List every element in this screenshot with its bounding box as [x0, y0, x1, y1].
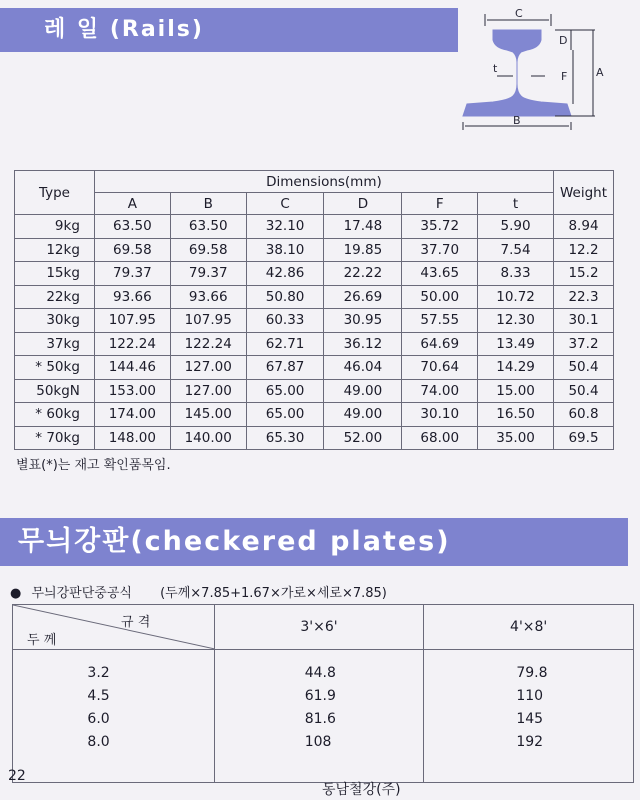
diagram-label-f: F — [561, 70, 568, 83]
cell-f: 68.00 — [402, 426, 478, 450]
cell-c: 65.30 — [246, 426, 324, 450]
cell-c: 50.80 — [246, 285, 324, 309]
cell-d: 22.22 — [324, 262, 402, 286]
cell-b: 63.50 — [170, 215, 246, 239]
cell-b: 69.58 — [170, 238, 246, 262]
cell-type: 12kg — [15, 238, 95, 262]
cell-d: 17.48 — [324, 215, 402, 239]
cell-weight: 37.2 — [554, 332, 614, 356]
cell-c: 60.33 — [246, 309, 324, 333]
cell-d: 46.04 — [324, 356, 402, 380]
cell-c: 65.00 — [246, 403, 324, 427]
table-corner-cell — [13, 605, 215, 650]
dimension-header-f: F — [402, 193, 478, 215]
cell-weight: 50.4 — [554, 356, 614, 380]
cell-d: 52.00 — [324, 426, 402, 450]
cell-a: 144.46 — [94, 356, 170, 380]
cell-c: 62.71 — [246, 332, 324, 356]
thickness-value: 3.2 — [87, 665, 110, 681]
dimension-subheaders — [15, 193, 614, 215]
cell-type: * 50kg — [15, 356, 95, 380]
table-row — [15, 238, 614, 262]
cell-t: 12.30 — [478, 309, 554, 333]
thickness-value: 6.0 — [87, 711, 110, 727]
thickness-value: 8.0 — [87, 734, 110, 750]
cell-d: 30.95 — [324, 309, 402, 333]
dimension-header-b: B — [170, 193, 246, 215]
weight-value: 44.8 — [304, 665, 336, 681]
cell-weight: 12.2 — [554, 238, 614, 262]
cell-f: 30.10 — [402, 403, 478, 427]
cell-f: 37.70 — [402, 238, 478, 262]
cell-weight: 22.3 — [554, 285, 614, 309]
weight-value: 108 — [304, 734, 332, 750]
cell-type: 9kg — [15, 215, 95, 239]
cell-b: 127.00 — [170, 356, 246, 380]
cell-weight: 30.1 — [554, 309, 614, 333]
weight-value: 145 — [516, 711, 544, 727]
table-row — [15, 403, 614, 427]
cell-t: 35.00 — [478, 426, 554, 450]
table-row — [15, 356, 614, 380]
diagram-label-c: C — [515, 7, 523, 20]
rails-section-banner — [0, 8, 458, 52]
table-row — [15, 426, 614, 450]
weights-3x6-values — [214, 650, 424, 783]
rail-profile-shape — [463, 30, 571, 116]
cell-t: 10.72 — [478, 285, 554, 309]
formula-label: 무늬강판단중공식 — [31, 586, 132, 601]
cell-c: 42.86 — [246, 262, 324, 286]
weight-value: 61.9 — [304, 688, 336, 704]
table-row — [15, 215, 614, 239]
cell-weight: 15.2 — [554, 262, 614, 286]
weight-value: 81.6 — [304, 711, 336, 727]
cell-f: 43.65 — [402, 262, 478, 286]
thickness-label: 두 께 — [27, 633, 57, 648]
weight-value: 110 — [516, 688, 544, 704]
dimension-header-c: C — [246, 193, 324, 215]
cell-d: 36.12 — [324, 332, 402, 356]
diagram-label-d: D — [559, 34, 568, 47]
cell-type: * 60kg — [15, 403, 95, 427]
weight-value: 79.8 — [516, 665, 548, 681]
cell-t: 8.33 — [478, 262, 554, 286]
cell-type: 50kgN — [15, 379, 95, 403]
weights-4x8-values — [424, 650, 634, 783]
cell-f: 64.69 — [402, 332, 478, 356]
cell-weight: 8.94 — [554, 215, 614, 239]
cell-a: 79.37 — [94, 262, 170, 286]
rails-stock-note: 별표(*)는 재고 확인품목임. — [16, 458, 171, 473]
cell-t: 16.50 — [478, 403, 554, 427]
diagram-label-t: t — [493, 62, 498, 75]
page-number: 22 — [8, 768, 26, 784]
thickness-values — [13, 650, 215, 783]
cell-d: 49.00 — [324, 403, 402, 427]
cell-f: 35.72 — [402, 215, 478, 239]
table-row — [15, 309, 614, 333]
publisher-name: 동남철강(주) — [322, 782, 401, 798]
size-header-3x6: 3'×6' — [214, 605, 424, 650]
table-row — [15, 262, 614, 286]
cell-a: 107.95 — [94, 309, 170, 333]
cell-c: 65.00 — [246, 379, 324, 403]
thickness-value: 4.5 — [87, 688, 110, 704]
dimensions-column-header: Dimensions(mm) — [94, 171, 553, 193]
weight-column-header: Weight — [554, 171, 614, 215]
cell-c: 38.10 — [246, 238, 324, 262]
table-row — [15, 285, 614, 309]
cell-t: 15.00 — [478, 379, 554, 403]
cell-weight: 69.5 — [554, 426, 614, 450]
size-header-4x8: 4'×8' — [424, 605, 634, 650]
cell-t: 5.90 — [478, 215, 554, 239]
cell-type: 30kg — [15, 309, 95, 333]
cell-a: 93.66 — [94, 285, 170, 309]
cell-f: 70.64 — [402, 356, 478, 380]
weight-value: 192 — [516, 734, 544, 750]
weight-formula-line — [10, 582, 387, 601]
table-row — [15, 379, 614, 403]
type-column-header: Type — [15, 171, 95, 215]
cell-b: 122.24 — [170, 332, 246, 356]
cell-d: 19.85 — [324, 238, 402, 262]
table-row — [15, 332, 614, 356]
cell-a: 174.00 — [94, 403, 170, 427]
cell-b: 145.00 — [170, 403, 246, 427]
cell-type: 37kg — [15, 332, 95, 356]
checkered-plates-table — [12, 604, 634, 783]
cell-t: 14.29 — [478, 356, 554, 380]
cell-a: 148.00 — [94, 426, 170, 450]
formula-expression: (두께×7.85+1.67×가로×세로×7.85) — [160, 586, 387, 601]
diagram-label-b: B — [513, 114, 521, 127]
cell-a: 63.50 — [94, 215, 170, 239]
cell-t: 7.54 — [478, 238, 554, 262]
rails-dimensions-table — [14, 170, 614, 450]
dimension-header-a: A — [94, 193, 170, 215]
cell-type: * 70kg — [15, 426, 95, 450]
bullet-icon: ● — [10, 586, 22, 601]
dimension-header-t: t — [478, 193, 554, 215]
cell-b: 127.00 — [170, 379, 246, 403]
rail-cross-section-diagram — [455, 4, 640, 136]
cell-b: 107.95 — [170, 309, 246, 333]
cell-b: 140.00 — [170, 426, 246, 450]
cell-c: 67.87 — [246, 356, 324, 380]
rails-title: 레 일 (Rails) — [44, 17, 204, 42]
cell-a: 153.00 — [94, 379, 170, 403]
cell-t: 13.49 — [478, 332, 554, 356]
cell-a: 122.24 — [94, 332, 170, 356]
cell-c: 32.10 — [246, 215, 324, 239]
cell-f: 50.00 — [402, 285, 478, 309]
cell-a: 69.58 — [94, 238, 170, 262]
spec-label: 규 격 — [121, 615, 151, 630]
cell-type: 15kg — [15, 262, 95, 286]
plates-title: 무늬강판(checkered plates) — [18, 526, 451, 557]
plates-section-banner — [0, 518, 628, 566]
cell-b: 79.37 — [170, 262, 246, 286]
cell-b: 93.66 — [170, 285, 246, 309]
cell-type: 22kg — [15, 285, 95, 309]
cell-weight: 50.4 — [554, 379, 614, 403]
cell-f: 74.00 — [402, 379, 478, 403]
diagram-label-a: A — [596, 66, 604, 79]
cell-d: 49.00 — [324, 379, 402, 403]
cell-f: 57.55 — [402, 309, 478, 333]
cell-d: 26.69 — [324, 285, 402, 309]
dimension-header-d: D — [324, 193, 402, 215]
cell-weight: 60.8 — [554, 403, 614, 427]
